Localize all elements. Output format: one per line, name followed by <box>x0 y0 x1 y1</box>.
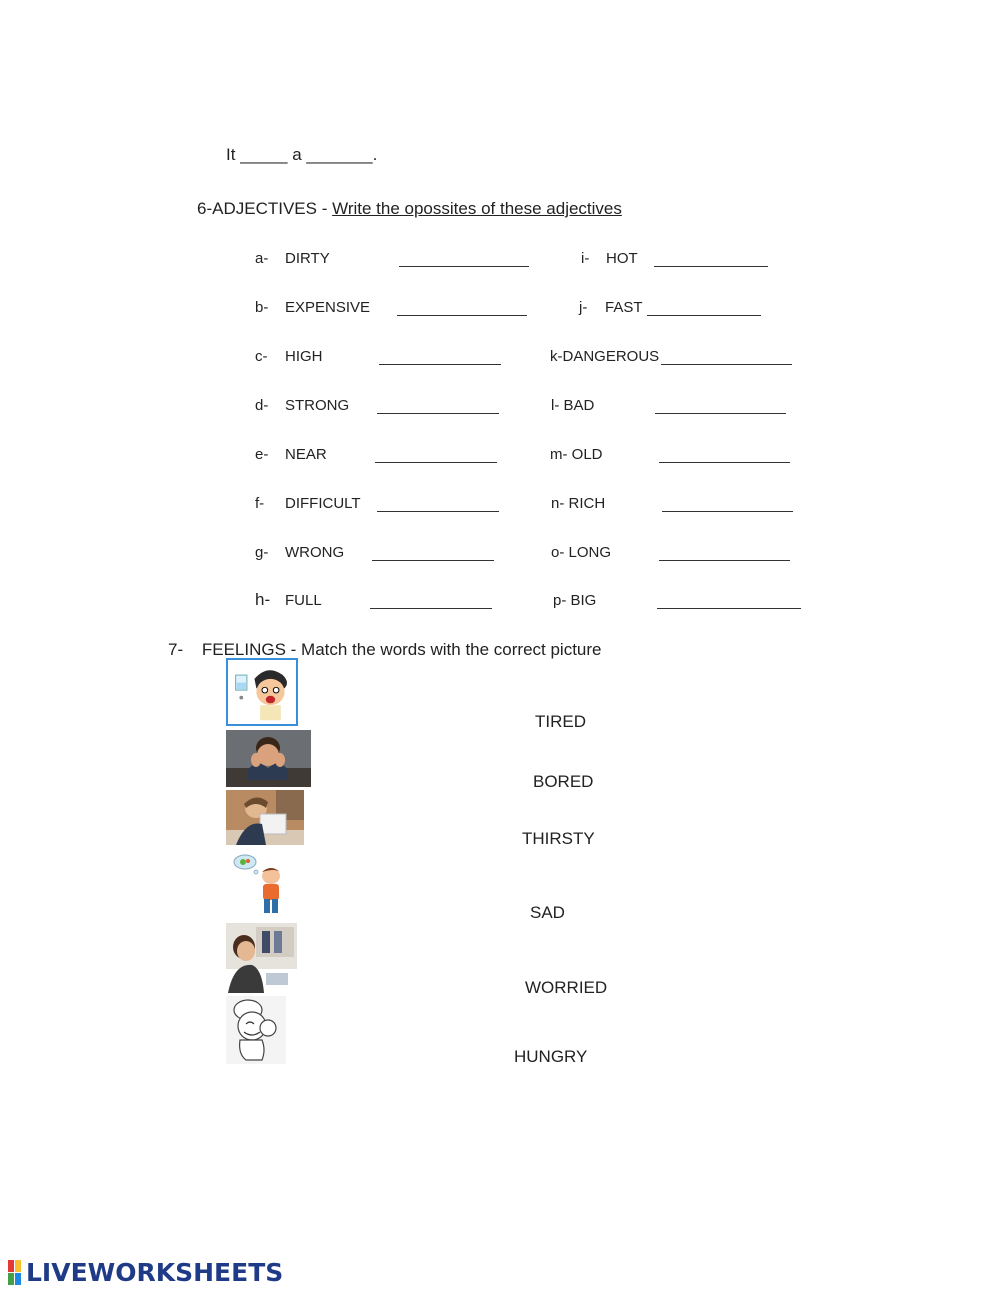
adj-right-letter: k-DANGEROUS <box>550 348 660 365</box>
answer-blank[interactable] <box>397 315 527 316</box>
adj-left-letter: b- <box>255 299 269 316</box>
adj-left-word: EXPENSIVE <box>285 299 371 316</box>
answer-blank[interactable] <box>377 511 499 512</box>
adj-left-letter: f- <box>255 495 265 512</box>
adj-right-word: FAST <box>605 299 643 316</box>
liveworksheets-brand-text: LIVEWORKSHEETS <box>26 1258 284 1287</box>
adj-left-letter: e- <box>255 446 269 463</box>
adj-left-letter: g- <box>255 544 269 561</box>
feelings-heading-text: FEELINGS - Match the words with the correct picture <box>201 640 602 659</box>
answer-blank[interactable] <box>659 560 790 561</box>
answer-blank[interactable] <box>647 315 761 316</box>
bored-boy-picture[interactable] <box>226 730 311 787</box>
answer-blank[interactable] <box>370 608 492 609</box>
adjectives-heading-instruction: Write the opossites of these adjectives <box>332 199 622 218</box>
adj-left-word: WRONG <box>285 544 345 561</box>
feeling-word-bored[interactable]: BORED <box>533 772 594 791</box>
adj-left-word: DIRTY <box>285 250 330 267</box>
hungry-boy-illustration <box>231 852 287 918</box>
feeling-word-worried[interactable]: WORRIED <box>525 978 608 997</box>
feelings-heading <box>168 640 602 660</box>
answer-blank[interactable] <box>659 462 790 463</box>
feeling-word-tired[interactable]: TIRED <box>535 712 586 731</box>
adj-left-letter: c- <box>255 348 268 365</box>
sentence-it: It <box>226 145 236 164</box>
adj-right-letter: p- BIG <box>553 592 597 609</box>
adj-right-letter: o- LONG <box>551 544 612 561</box>
feeling-word-hungry[interactable]: HUNGRY <box>514 1047 588 1066</box>
answer-blank[interactable] <box>375 462 497 463</box>
adj-left-word: HIGH <box>285 348 323 365</box>
adjectives-heading-prefix: 6-ADJECTIVES - <box>197 199 333 218</box>
sentence-a: a <box>292 145 302 164</box>
bored-boy-photo <box>226 730 311 787</box>
answer-blank[interactable] <box>655 413 786 414</box>
sad-crying-picture[interactable] <box>226 996 286 1064</box>
tired-woman-picture[interactable] <box>226 790 304 845</box>
answer-blank[interactable] <box>372 560 494 561</box>
answer-blank[interactable] <box>379 364 501 365</box>
feelings-number: 7- <box>168 640 184 659</box>
answer-blank[interactable] <box>661 364 792 365</box>
adj-left-word: NEAR <box>285 446 327 463</box>
adj-left-word: DIFFICULT <box>285 495 361 512</box>
answer-blank[interactable] <box>662 511 793 512</box>
sentence-line <box>226 145 377 165</box>
sentence-blank-2[interactable]: _______. <box>306 145 378 164</box>
adj-left-word: FULL <box>285 592 322 609</box>
feeling-word-sad[interactable]: SAD <box>530 903 565 922</box>
thirsty-boy-picture[interactable] <box>226 658 298 726</box>
adjectives-heading <box>197 199 622 219</box>
sad-crying-drawing <box>226 996 286 1064</box>
tired-woman-photo <box>226 790 304 845</box>
answer-blank[interactable] <box>654 266 768 267</box>
adj-right-letter: i- <box>581 250 590 267</box>
adj-left-letter: d- <box>255 397 269 414</box>
answer-blank[interactable] <box>399 266 529 267</box>
adj-left-letter: h- <box>255 590 271 609</box>
adj-right-letter: m- OLD <box>550 446 603 463</box>
worried-woman-picture[interactable] <box>226 923 297 993</box>
feeling-word-thirsty[interactable]: THIRSTY <box>522 829 595 848</box>
answer-blank[interactable] <box>377 413 499 414</box>
sentence-blank-1[interactable]: _____ <box>240 145 288 164</box>
adj-right-letter: n- RICH <box>551 495 606 512</box>
adj-left-letter: a- <box>255 250 269 267</box>
adj-right-letter: l- BAD <box>551 397 595 414</box>
worried-woman-photo <box>226 923 297 993</box>
adj-right-word: HOT <box>606 250 638 267</box>
adj-right-letter: j- <box>579 299 588 316</box>
thirsty-boy-illustration <box>228 660 296 724</box>
answer-blank[interactable] <box>657 608 801 609</box>
hungry-boy-picture[interactable] <box>231 852 287 918</box>
adj-left-word: STRONG <box>285 397 350 414</box>
